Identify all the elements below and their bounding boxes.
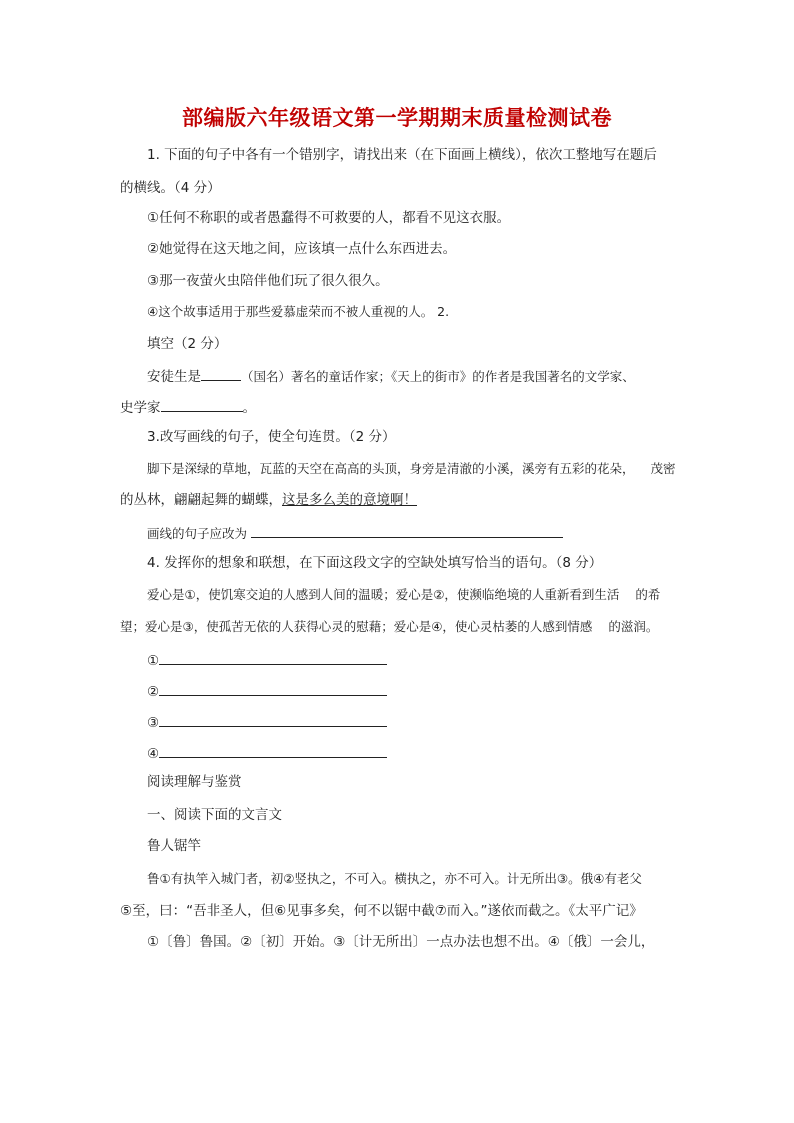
- underlined-sentence: 这是多么美的意境啊！: [282, 492, 417, 508]
- story-title: 鲁人锯竿: [147, 838, 201, 854]
- q3-line2: [120, 491, 417, 509]
- blank-marker-4: ④: [147, 746, 160, 762]
- story-paragraph-line1: 鲁①有执竿入城门者，初②竖执之，不可入。横执之，亦不可入。计无所出③。俄④有老父: [147, 871, 642, 886]
- q4-blank-3: [147, 712, 387, 732]
- q4-line1: [147, 586, 660, 604]
- blank-marker-2: ②: [147, 684, 160, 700]
- q3-line1-text: 脚下是深绿的草地，瓦蓝的天空在高高的头顶，身旁是清澈的小溪，溪旁有五彩的花朵，: [147, 461, 635, 476]
- q4-line2-end: 的滋润。: [608, 619, 659, 634]
- q4-blank-4: [147, 743, 387, 763]
- q4-line2-text: 望；爱心是③，使孤苦无依的人获得心灵的慰藉；爱心是④，使心灵枯萎的人感到情感: [120, 619, 593, 634]
- q3-answer-blank[interactable]: [251, 523, 563, 538]
- q4-line2: [120, 618, 658, 636]
- story-paragraph-line2: ⑤至，曰：“吾非圣人，但⑥见事多矣，何不以锯中截⑦而入。”遂依而截之。《太平广记》: [120, 903, 643, 919]
- reading-subheading: 一、阅读下面的文言文: [147, 807, 282, 823]
- q3-line1: [147, 460, 676, 478]
- historian-answer-blank[interactable]: [161, 397, 243, 412]
- q2-line2-label: 史学家: [120, 400, 161, 416]
- q3-heading: 3.改写画线的句子，使全句连贯。（2 分）: [147, 429, 396, 445]
- q4-blank-1: [147, 650, 387, 670]
- q3-line2-text: 的丛林，翩翩起舞的蝴蝶，: [120, 492, 282, 508]
- q4-heading: 4. 发挥你的想象和联想，在下面这段文字的空缺处填写恰当的语句。（8 分）: [147, 555, 603, 571]
- q1-line2: 的横线。（4 分）: [120, 180, 221, 196]
- q3-answer-label: 画线的句子应改为: [147, 526, 248, 541]
- q4-blank-2: [147, 681, 387, 701]
- page-title: 部编版六年级语文第一学期期末质量检测试卷: [182, 105, 612, 130]
- q2-heading: 填空（2 分）: [147, 336, 228, 352]
- blank-marker-1: ①: [147, 653, 160, 669]
- q4-answer-blank-1[interactable]: [159, 650, 387, 665]
- period-mark: 。: [242, 400, 256, 416]
- q2-line2: [120, 397, 256, 417]
- q3-answer-line: [147, 523, 563, 543]
- q3-line1-end: 茂密: [650, 461, 676, 476]
- q1-sentence-2: ②她觉得在这天地之间，应该填一点什么东西进去。: [147, 241, 457, 257]
- q4-answer-blank-4[interactable]: [159, 743, 387, 758]
- q1-sentence-4: ④这个故事适用于那些爱慕虚荣而不被人重视的人。 2.: [147, 304, 450, 319]
- country-answer-blank[interactable]: [201, 366, 241, 381]
- q2-line1-rest: （国名）著名的童话作家；《天上的街市》的作者是我国著名的文学家、: [241, 369, 635, 384]
- q4-line1-end: 的希: [635, 587, 661, 602]
- q1-sentence-1: ①任何不称职的或者愚蠢得不可救要的人，都看不见这衣服。: [147, 210, 511, 226]
- q2-line1-start: 安徒生是: [147, 369, 201, 385]
- q4-answer-blank-2[interactable]: [159, 681, 387, 696]
- q1-sentence-3: ③那一夜萤火虫陪伴他们玩了很久很久。: [147, 273, 389, 289]
- story-notes: ①〔鲁〕鲁国。②〔初〕开始。③〔计无所出〕一点办法也想不出。④〔俄〕一会儿，: [147, 934, 655, 950]
- q1-line1: 1. 下面的句子中各有一个错别字，请找出来（在下面画上横线），依次工整地写在题后: [147, 147, 657, 163]
- blank-marker-3: ③: [147, 715, 160, 731]
- reading-section-heading: 阅读理解与鉴赏: [147, 774, 242, 790]
- q4-line1-text: 爱心是①，使饥寒交迫的人感到人间的温暖；爱心是②，使濒临绝境的人重新看到生活: [147, 587, 620, 602]
- q4-answer-blank-3[interactable]: [159, 712, 387, 727]
- q2-line1: [147, 366, 635, 386]
